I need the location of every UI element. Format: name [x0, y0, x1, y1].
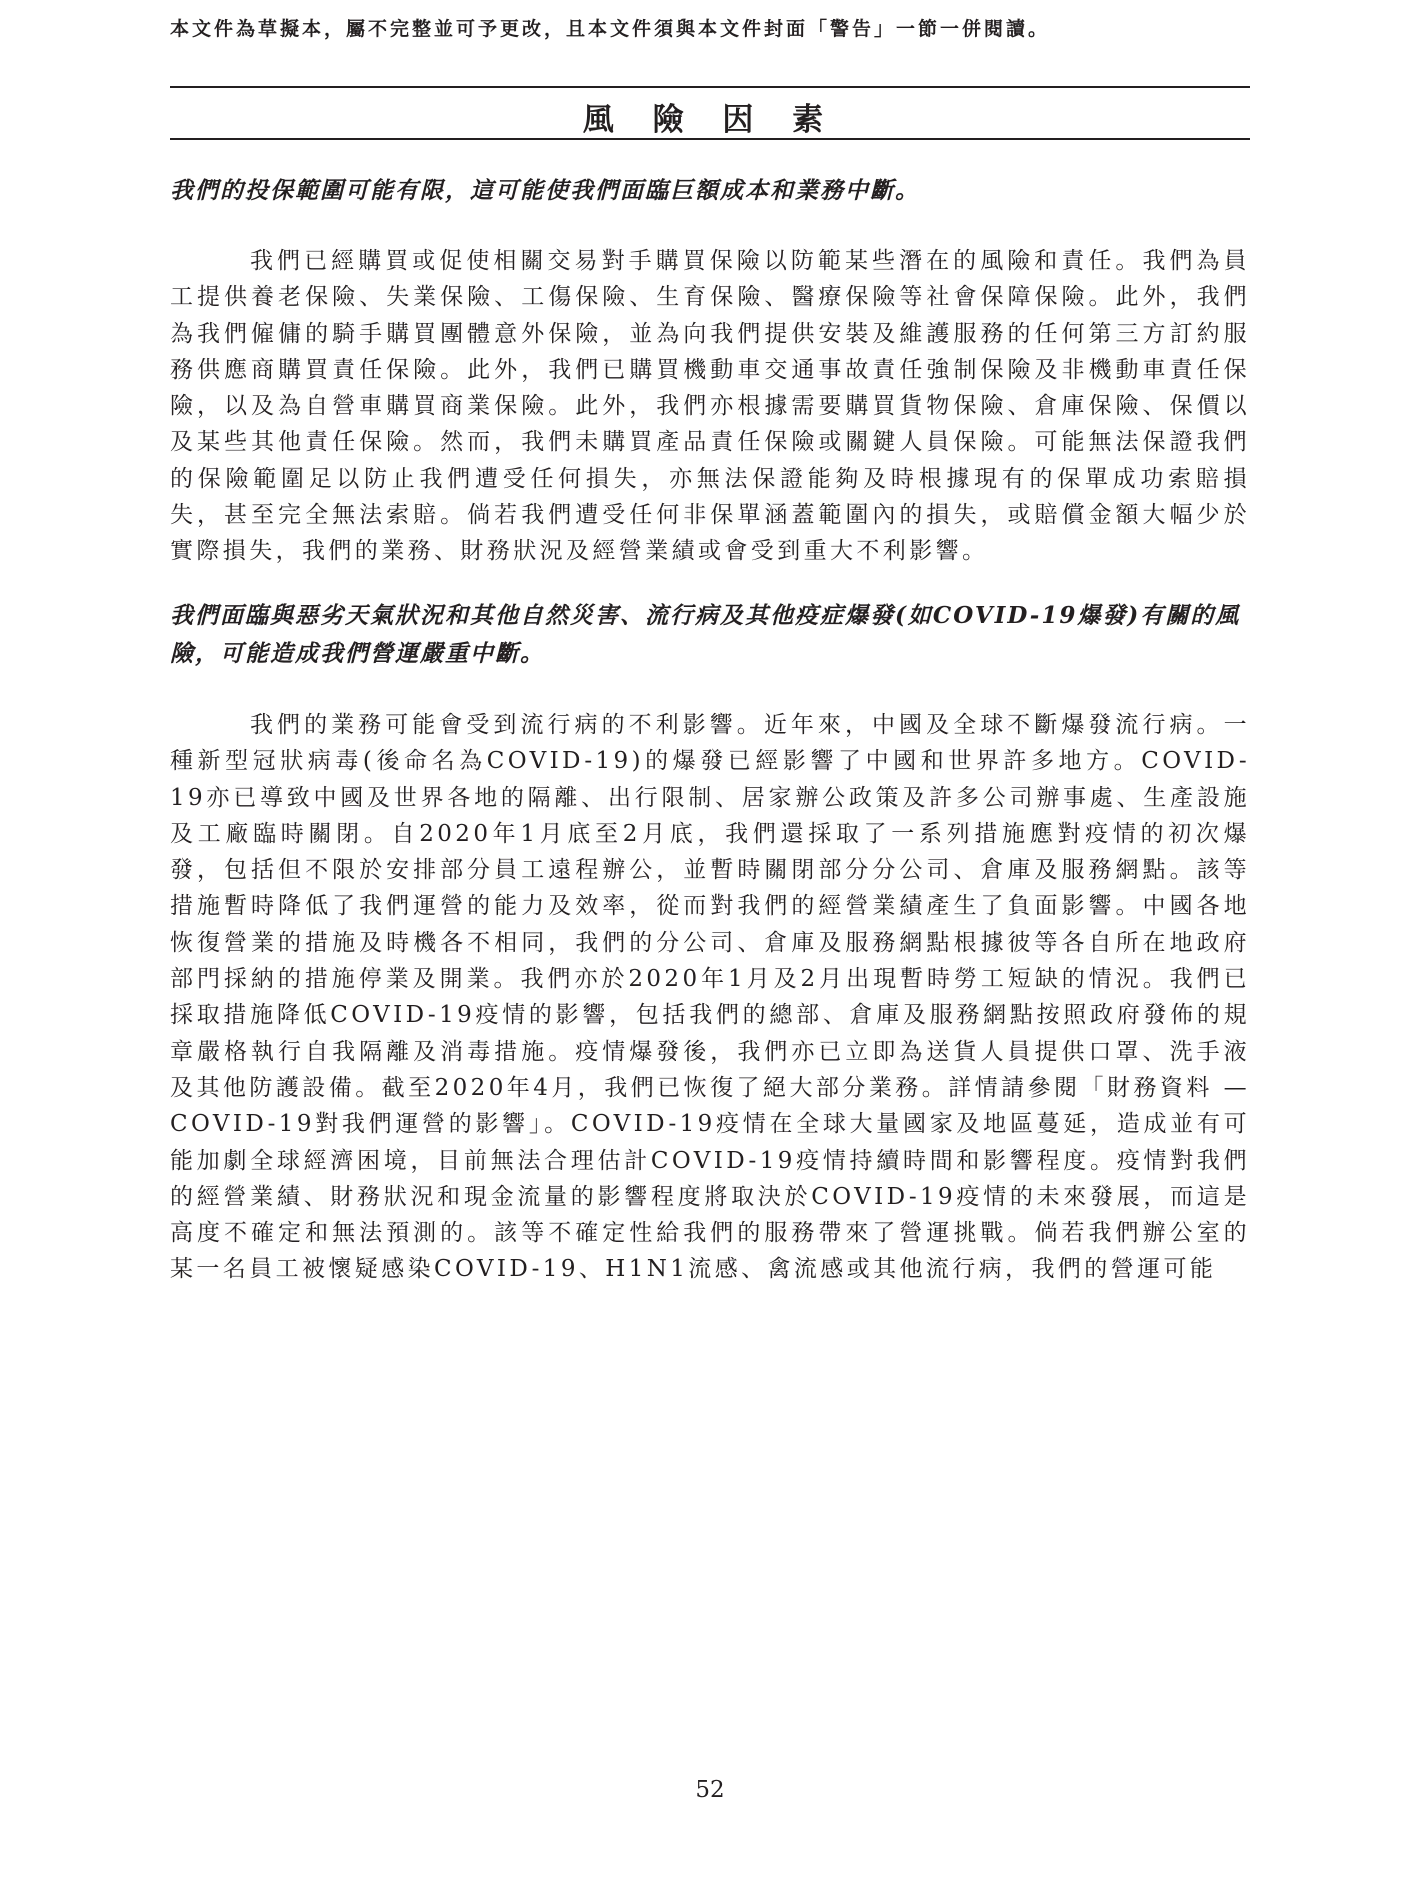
- title-rule-bottom: [170, 138, 1250, 140]
- draft-notice: 本文件為草擬本，屬不完整並可予更改，且本文件須與本文件封面「警告」一節一併閱讀。: [170, 18, 1051, 40]
- section-title: 風 險 因 素: [582, 102, 838, 138]
- subsection-heading-epidemic: 我們面臨與惡劣天氣狀況和其他自然災害、流行病及其他疫症爆發(如COVID-19爆發)有關的風險，可能造成我們營運嚴重中斷。: [170, 602, 1241, 667]
- paragraph-insurance: 我們已經購買或促使相關交易對手購買保險以防範某些潛在的風險和責任。我們為員工提供養老保險、失業保險、工傷保險、生育保險、醫療保險等社會保障保險。此外，我們為我們僱傭的騎手購買團體意外保險，並為向我們提供安裝及維護服務的任何第三方訂約服務供應商購買責任保險。此外，我們已購買機動車交通事故責任強制保險及非機動車責任保險，以及為自營車購買商業保險。此外，我們亦根據需要購買貨物保險、倉庫保險、保價以及某些其他責任保險。然而，我們未購買產品責任保險或關鍵人員保險。可能無法保證我們的保險範圍足以防止我們遭受任何損失，亦無法保證能夠及時根據現有的保單成功索賠損失，甚至完全無法索賠。倘若我們遭受任何非保單涵蓋範圍內的損失，或賠償金額大幅少於實際損失，我們的業務、財務狀況及經營業績或會受到重大不利影響。: [170, 248, 1250, 565]
- subsection-heading-insurance: 我們的投保範圍可能有限，這可能使我們面臨巨額成本和業務中斷。: [170, 177, 920, 204]
- paragraph-epidemic: 我們的業務可能會受到流行病的不利影響。近年來，中國及全球不斷爆發流行病。一種新型冠狀病毒(後命名為COVID-19)的爆發已經影響了中國和世界許多地方。COVID-19亦已導致中國及世界各地的隔離、出行限制、居家辦公政策及許多公司辦事處、生產設施及工廠臨時關閉。自2020年1月底至2月底，我們還採取了一系列措施應對疫情的初次爆發，包括但不限於安排部分員工遠程辦公，並暫時關閉部分分公司、倉庫及服務網點。該等措施暫時降低了我們運營的能力及效率，從而對我們的經營業績產生了負面影響。中國各地恢復營業的措施及時機各不相同，我們的分公司、倉庫及服務網點根據彼等各自所在地政府部門採納的措施停業及開業。我們亦於2020年1月及2月出現暫時勞工短缺的情況。我們已採取措施降低COVID-19疫情的影響，包括我們的總部、倉庫及服務網點按照政府發佈的規章嚴格執行自我隔離及消毒措施。疫情爆發後，我們亦已立即為送貨人員提供口罩、洗手液及其他防護設備。截至2020年4月，我們已恢復了絕大部分業務。詳情請參閱「財務資料 — COVID-19對我們運營的影響」。COVID-19疫情在全球大量國家及地區蔓延，造成並有可能加劇全球經濟困境，目前無法合理估計COVID-19疫情持續時間和影響程度。疫情對我們的經營業績、財務狀況和現金流量的影響程度將取決於COVID-19疫情的未來發展，而這是高度不確定和無法預測的。該等不確定性給我們的服務帶來了營運挑戰。倘若我們辦公室的某一名員工被懷疑感染COVID-19、H1N1流感、禽流感或其他流行病，我們的營運可能: [170, 712, 1250, 1283]
- page-number: 52: [695, 1777, 725, 1803]
- title-rule-top: [170, 86, 1250, 88]
- document-page: [170, 0, 1250, 1881]
